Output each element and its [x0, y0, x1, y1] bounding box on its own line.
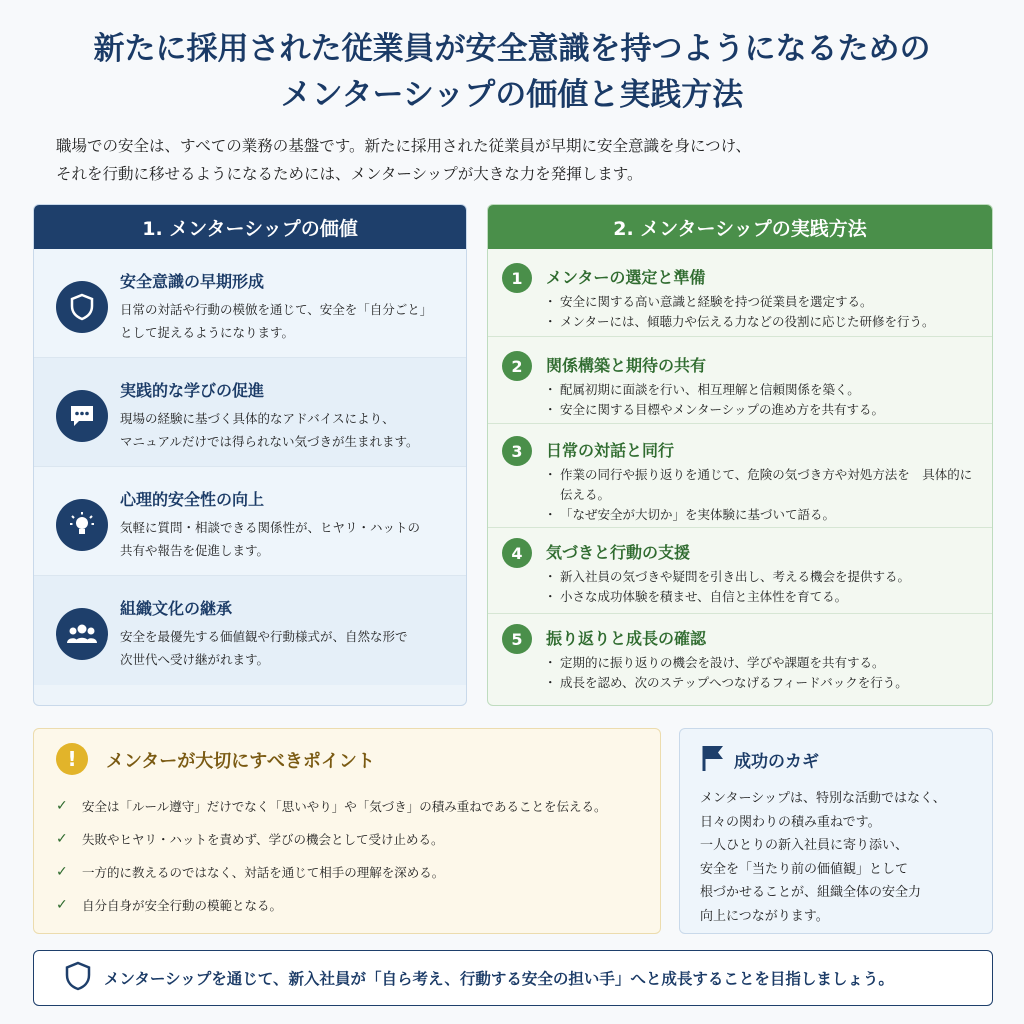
success-key-heading: 成功のカギ — [734, 752, 819, 772]
footer-banner — [33, 950, 993, 1006]
checkmark-icon: ✓ — [56, 863, 68, 880]
value-title: 実践的な学びの促進 — [120, 381, 265, 400]
shield-outline-icon — [64, 961, 92, 995]
success-key-text — [700, 787, 984, 928]
value-item-practical-learning — [34, 358, 466, 467]
mentor-points-list — [56, 789, 656, 921]
intro-line2: それを行動に移せるようになるためには、メンターシップが大きな力を発揮します。 — [56, 165, 643, 183]
flag-icon — [700, 743, 726, 777]
success-key-line: 一人ひとりの新入社員に寄り添い、 — [700, 838, 909, 853]
value-desc-line: として捉えるようになります。 — [120, 325, 295, 340]
exclamation-icon: ! — [56, 743, 88, 775]
step-title: メンターの選定と準備 — [546, 268, 706, 287]
list-item — [56, 789, 656, 822]
value-desc — [120, 407, 454, 453]
checkmark-icon: ✓ — [56, 896, 68, 913]
chat-bubble-icon — [56, 390, 108, 442]
point-text: 安全は「ルール遵守」だけでなく「思いやり」や「気づき」の積み重ねであることを伝える。 — [82, 798, 607, 814]
point-text: 一方的に教えるのではなく、対話を通じて相手の理解を深める。 — [82, 864, 445, 880]
step-item — [488, 614, 992, 704]
success-key-line: メンターシップは、特別な活動ではなく、 — [700, 791, 946, 806]
step-title: 日常の対話と同行 — [546, 441, 675, 460]
step-item — [488, 528, 992, 614]
practice-heading: 2. メンターシップの実践方法 — [488, 205, 992, 249]
checkmark-icon: ✓ — [56, 797, 68, 814]
value-item-culture — [34, 576, 466, 685]
step-item — [488, 249, 992, 337]
step-bullet: ・ メンターには、傾聴力や伝える力などの役割に応じた研修を行う。 — [546, 312, 980, 332]
step-item — [488, 424, 992, 528]
step-number-badge: 3 — [502, 436, 532, 466]
step-bullet: ・ 安全に関する高い意識と経験を持つ従業員を選定する。 — [546, 292, 980, 312]
success-key-line: 向上につながります。 — [700, 908, 829, 924]
lightbulb-icon — [56, 499, 108, 551]
value-desc-line: マニュアルだけでは得られない気づきが生まれます。 — [120, 434, 419, 449]
point-text: 自分自身が安全行動の模範となる。 — [82, 897, 283, 913]
step-number-badge: 4 — [502, 538, 532, 568]
value-desc — [120, 625, 454, 671]
step-bullet: ・ 「なぜ安全が大切か」を実体験に基づいて語る。 — [546, 505, 980, 525]
page-title — [0, 26, 1024, 118]
value-desc-line: 現場の経験に基づく具体的なアドバイスにより、 — [120, 411, 395, 426]
step-bullet: ・ 安全に関する目標やメンターシップの進め方を共有する。 — [546, 400, 980, 420]
success-key-line: 根づかせることが、組織全体の安全力 — [700, 885, 922, 900]
value-item-psychological-safety — [34, 467, 466, 576]
list-item — [56, 888, 656, 921]
step-bullet: ・ 小さな成功体験を積ませ、自信と主体性を育てる。 — [546, 587, 980, 607]
step-bullet: ・ 定期的に振り返りの機会を設け、学びや課題を共有する。 — [546, 653, 980, 673]
value-desc-line: 日常の対話や行動の模倣を通じて、安全を「自分ごと」 — [120, 302, 433, 317]
practice-steps — [488, 249, 992, 704]
mentor-points-box — [33, 728, 661, 934]
list-item — [56, 822, 656, 855]
values-panel — [33, 204, 467, 706]
values-heading: 1. メンターシップの価値 — [34, 205, 466, 249]
step-number-badge: 2 — [502, 351, 532, 381]
success-key-line: 日々の関わりの積み重ねです。 — [700, 814, 881, 830]
value-desc-line: 共有や報告を促進します。 — [120, 543, 270, 558]
values-list — [34, 249, 466, 685]
point-text: 失敗やヒヤリ・ハットを責めず、学びの機会として受け止める。 — [82, 831, 444, 847]
step-title: 関係構築と期待の共有 — [546, 356, 707, 375]
success-key-box — [679, 728, 993, 934]
value-desc-line: 次世代へ受け継がれます。 — [120, 652, 270, 667]
intro-line1: 職場での安全は、すべての業務の基盤です。新たに採用された従業員が早期に安全意識を身につけ、 — [56, 137, 752, 155]
list-item — [56, 855, 656, 888]
step-bullet: ・ 作業の同行や振り返りを通じて、危険の気づき方や対処方法を 具体的に伝える。 — [546, 465, 980, 505]
step-bullet: ・ 新入社員の気づきや疑問を引き出し、考える機会を提供する。 — [546, 567, 980, 587]
step-item — [488, 337, 992, 424]
intro-text — [56, 132, 976, 188]
value-desc — [120, 298, 454, 344]
step-bullet: ・ 配属初期に面談を行い、相互理解と信頼関係を築く。 — [546, 380, 980, 400]
value-title: 心理的安全性の向上 — [120, 490, 265, 509]
step-bullet: ・ 成長を認め、次のステップへつなげるフィードバックを行う。 — [546, 673, 980, 693]
value-desc — [120, 516, 454, 562]
footer-text: メンターシップを通じて、新入社員が「自ら考え、行動する安全の担い手」へと成長することを目指しましょう。 — [104, 970, 894, 988]
page-title-line1: 新たに採用された従業員が安全意識を持つようになるための — [93, 31, 931, 67]
page-title-line2: メンターシップの価値と実践方法 — [280, 77, 744, 113]
value-item-early-awareness — [34, 249, 466, 358]
checkmark-icon: ✓ — [56, 830, 68, 847]
step-title: 振り返りと成長の確認 — [546, 629, 707, 648]
shield-icon — [56, 281, 108, 333]
value-desc-line: 気軽に質問・相談できる関係性が、ヒヤリ・ハットの — [120, 520, 421, 535]
step-number-badge: 1 — [502, 263, 532, 293]
practice-panel — [487, 204, 993, 706]
group-icon — [56, 608, 108, 660]
success-key-line: 安全を「当たり前の価値観」として — [700, 861, 909, 877]
mentor-points-heading: メンターが大切にすべきポイント — [106, 751, 375, 772]
value-desc-line: 安全を最優先する価値観や行動様式が、自然な形で — [120, 629, 408, 644]
step-title: 気づきと行動の支援 — [546, 543, 691, 562]
value-title: 組織文化の継承 — [120, 599, 233, 618]
step-number-badge: 5 — [502, 624, 532, 654]
value-title: 安全意識の早期形成 — [120, 272, 265, 291]
